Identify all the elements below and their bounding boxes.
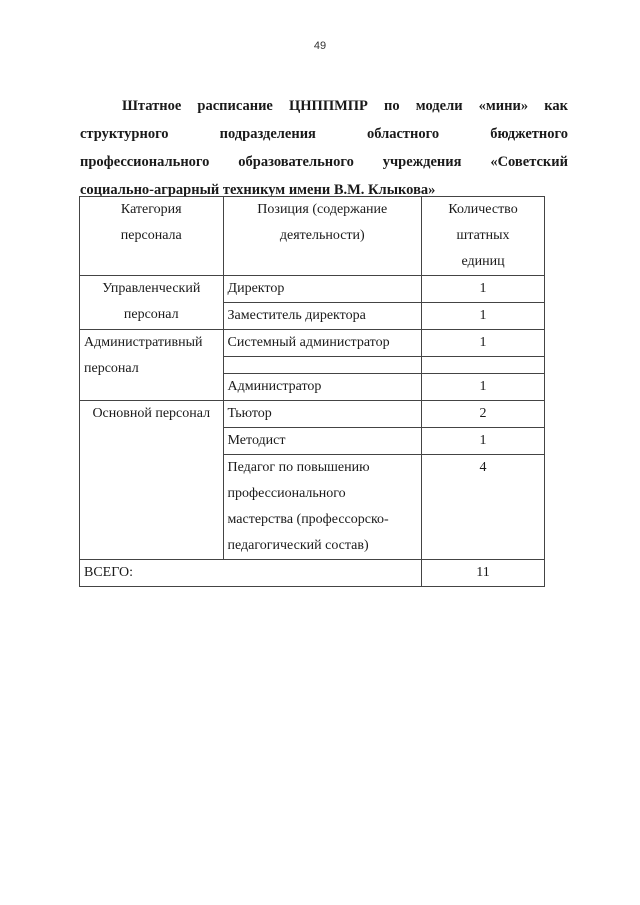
title-line-4: социально-аграрный техникум имени В.М. Клыкова» — [80, 182, 436, 198]
count-cell: 4 — [422, 455, 545, 560]
table-row — [80, 401, 545, 428]
table-row — [80, 330, 545, 357]
title-line-3: профессионального образовательного учреждения «Советский — [80, 154, 568, 170]
table-row — [80, 276, 545, 303]
header-count-line: Количество штатных — [448, 202, 518, 243]
position-line: профессионального — [227, 486, 346, 501]
count-cell — [422, 357, 545, 374]
position-cell: Администратор — [223, 374, 422, 401]
count-cell: 2 — [422, 401, 545, 428]
table-total-row — [80, 560, 545, 587]
position-line: мастерства (профессорско- — [227, 512, 389, 527]
header-category-line: Категория — [120, 202, 182, 217]
page-number: 49 — [313, 40, 327, 52]
table-header-row — [80, 197, 545, 276]
header-count — [422, 197, 545, 276]
count-cell: 1 — [422, 374, 545, 401]
total-count: 11 — [422, 560, 545, 587]
position-line: педагогический состав) — [227, 538, 369, 553]
position-cell — [223, 357, 422, 374]
category-line: Административный — [84, 335, 203, 350]
count-cell: 1 — [422, 330, 545, 357]
category-line: персонал — [123, 307, 179, 322]
document-title — [80, 92, 568, 204]
title-line-1: Штатное расписание ЦНППМПР по модели «мини» как — [122, 98, 568, 114]
staff-table — [79, 196, 545, 587]
position-line: Педагог по повышению — [227, 460, 370, 475]
category-administrative — [80, 330, 224, 401]
position-cell: Тьютор — [223, 401, 422, 428]
title-line-2: структурного подразделения областного бюджетного — [80, 126, 568, 142]
position-cell: Системный администратор — [223, 330, 422, 357]
total-label: ВСЕГО: — [80, 560, 422, 587]
position-cell: Директор — [223, 276, 422, 303]
category-line: персонал — [84, 361, 139, 376]
header-position-line: деятельности) — [279, 228, 365, 243]
header-position — [223, 197, 422, 276]
header-category-line: персонала — [120, 228, 182, 243]
position-cell: Заместитель директора — [223, 303, 422, 330]
position-cell-multiline — [223, 455, 422, 560]
category-management — [80, 276, 224, 330]
category-line: Управленческий — [102, 281, 201, 296]
header-position-line: Позиция (содержание — [257, 202, 388, 217]
header-category — [80, 197, 224, 276]
count-cell: 1 — [422, 303, 545, 330]
count-cell: 1 — [422, 428, 545, 455]
position-cell: Методист — [223, 428, 422, 455]
count-cell: 1 — [422, 276, 545, 303]
header-count-line: единиц — [461, 254, 505, 269]
category-main: Основной персонал — [80, 401, 224, 560]
